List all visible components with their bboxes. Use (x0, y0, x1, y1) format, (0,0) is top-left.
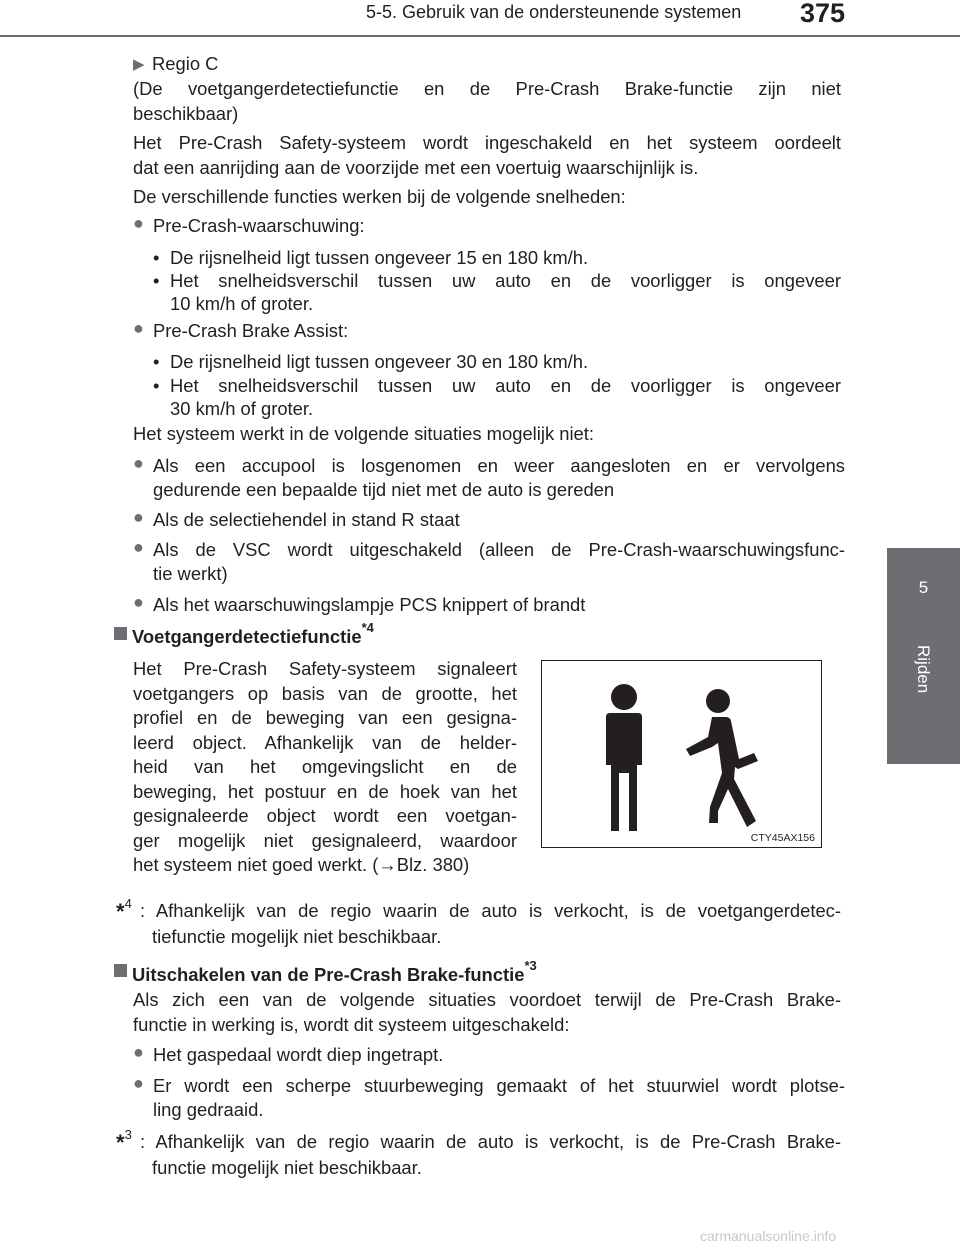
sub-bullet-icon: • (153, 270, 160, 291)
not-working-item-line: Als een accupool is losgenomen en weer aangesloten en er vervolgens (153, 455, 845, 476)
not-working-item-line: gedurende een bepaalde tijd niet met de auto is gereden (153, 479, 615, 500)
disable-intro-line: Als zich een van de volgende situaties voordoet terwijl de Pre-Crash Brake- (133, 989, 841, 1010)
bullet-dot-icon: ● (133, 1073, 144, 1093)
bullet-dot-icon: ● (133, 453, 144, 473)
asterisk-icon: * (116, 1130, 125, 1156)
footnote-line: : Afhankelijk van de regio waarin de auto is verkocht, is de Pre-Crash Brake- (140, 1131, 841, 1152)
header-rule (0, 35, 960, 37)
intro-line: Het Pre-Crash Safety-systeem wordt ingeschakeld en het systeem oordeelt (133, 132, 841, 153)
warning-speed: De rijsnelheid ligt tussen ongeveer 15 en 180 km/h. (170, 247, 589, 268)
not-working-intro: Het systeem werkt in de volgende situaties mogelijk niet: (133, 423, 595, 444)
footnote-ref: *4 (361, 620, 374, 635)
region-note-line: (De voetgangerdetectiefunctie en de Pre-Crash Brake-functie zijn niet (133, 78, 841, 99)
footnote-line: : Afhankelijk van de regio waarin de auto is verkocht, is de voetgangerdetec- (140, 900, 841, 921)
footnote-3 (116, 1126, 132, 1156)
not-working-item: Als het waarschuwingslampje PCS knippert of brandt (153, 594, 586, 615)
section-square-icon (114, 627, 127, 640)
sub-bullet-icon: • (153, 375, 160, 396)
disable-heading: Uitschakelen van de Pre-Crash Brake-functie$^{*3}$ (132, 958, 537, 986)
brake-assist-diff-line: Het snelheidsverschil tussen uw auto en de voorligger is ongeveer (170, 375, 841, 396)
region-title: Regio C (152, 53, 219, 74)
bullet-dot-icon: ● (133, 537, 144, 557)
pedestrian-line: gesignaleerde object wordt een voetgan- (133, 805, 517, 826)
pedestrian-line: leerd object. Afhankelijk van de helder- (133, 731, 517, 753)
section-square-icon (114, 964, 127, 977)
brake-assist-diff-line: 30 km/h of groter. (170, 398, 314, 419)
pedestrian-line: heid van het omgevingslicht en de (133, 756, 517, 777)
intro-line: De verschillende functies werken bij de volgende snelheden: (133, 186, 626, 207)
footnote-line: tiefunctie mogelijk niet beschikbaar. (152, 926, 442, 947)
bullet-dot-icon: ● (133, 213, 144, 233)
footnote-mark: 3 (124, 1127, 132, 1142)
pedestrian-line: voetgangers op basis van de grootte, het (133, 682, 517, 704)
pedestrian-paragraph (133, 657, 517, 878)
not-working-item: Als de selectiehendel in stand R staat (153, 509, 460, 530)
pedestrian-icon (542, 661, 820, 846)
chapter-label: Rijden (914, 645, 933, 694)
pedestrian-heading: Voetgangerdetectiefunctie$^{*4}$ (132, 620, 374, 648)
warning-diff-line: 10 km/h of groter. (170, 293, 314, 314)
pedestrian-line: ger mogelijk niet gesignaleerd, waardoor (133, 829, 517, 851)
warning-diff-line: Het snelheidsverschil tussen uw auto en de voorligger is ongeveer (170, 270, 841, 291)
disable-intro-line: functie in werking is, wordt dit systeem uitgeschakeld: (133, 1014, 570, 1035)
disable-item-line: ling gedraaid. (153, 1099, 264, 1120)
figure-code: CTY45AX156 (750, 832, 815, 844)
footnote-line: functie mogelijk niet beschikbaar. (152, 1157, 422, 1178)
bullet-dot-icon: ● (133, 318, 144, 338)
bullet-dot-icon: ● (133, 507, 144, 527)
not-working-item-line: Als de VSC wordt uitgeschakeld (alleen de Pre-Crash-waarschuwingsfunc- (153, 539, 845, 560)
bullet-dot-icon: ● (133, 592, 144, 612)
pedestrian-line: Het Pre-Crash Safety-systeem signaleert (133, 658, 517, 679)
section-title: 5-5. Gebruik van de ondersteunende systemen (366, 2, 742, 22)
footnote-4 (116, 895, 132, 925)
warning-title: Pre-Crash-waarschuwing: (153, 215, 365, 236)
brake-assist-title: Pre-Crash Brake Assist: (153, 320, 349, 341)
disable-item-line: Er wordt een scherpe stuurbeweging gemaakt of het stuurwiel wordt plotse- (153, 1075, 845, 1096)
region-note-line: beschikbaar) (133, 103, 239, 124)
arrow-bullet-icon: ▶ (133, 56, 145, 73)
sub-bullet-icon: • (153, 351, 160, 372)
pedestrian-line: beweging, het postuur en de hoek van het (133, 780, 517, 802)
pedestrian-line: het systeem niet goed werkt. (→Blz. 380) (133, 854, 470, 875)
watermark: carmanualsonline.info (700, 1228, 837, 1244)
footnote-ref: *3 (524, 958, 537, 973)
disable-item: Het gaspedaal wordt diep ingetrapt. (153, 1044, 444, 1065)
intro-line: dat een aanrijding aan de voorzijde met een voertuig waarschijnlijk is. (133, 157, 699, 178)
pedestrian-line: profiel en de beweging van een gesigna- (133, 707, 517, 728)
asterisk-icon: * (116, 899, 125, 925)
bullet-dot-icon: ● (133, 1042, 144, 1062)
chapter-number: 5 (918, 578, 929, 597)
sub-bullet-icon: • (153, 247, 160, 268)
footnote-mark: 4 (124, 896, 132, 911)
page-number: 375 (800, 0, 846, 28)
pedestrian-figure (541, 660, 822, 848)
brake-assist-speed: De rijsnelheid ligt tussen ongeveer 30 en 180 km/h. (170, 351, 589, 372)
not-working-item-line: tie werkt) (153, 563, 228, 584)
